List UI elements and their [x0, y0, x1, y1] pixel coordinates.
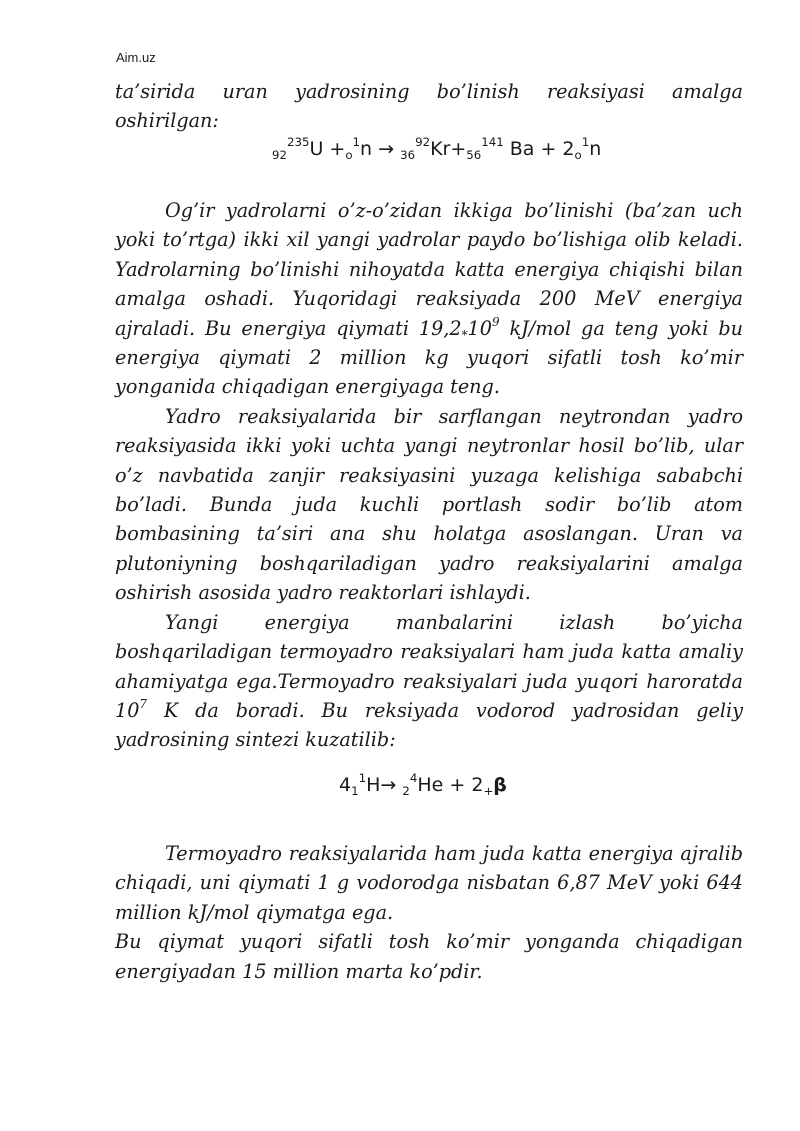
exponent: 7	[139, 696, 147, 711]
barium-symbol: Ba + 2	[503, 138, 575, 160]
coefficient: 4	[339, 774, 352, 796]
document-body-main	[115, 196, 743, 755]
fusion-equation	[339, 771, 507, 799]
exponent: 9	[491, 314, 500, 329]
neutron-mass: 1	[352, 135, 361, 150]
neutron-charge: o	[345, 148, 353, 163]
plus-sign: +	[323, 138, 346, 160]
helium-atomic-number: 2	[402, 784, 410, 799]
krypton-symbol: Kr+	[430, 138, 467, 160]
barium-atomic-number: 56	[466, 148, 482, 163]
paragraph-comparison: Bu qiymat yuqori sifatli tosh ko’mir yonganda chiqadigan energiyadan 15 million marta ko’pdir.	[115, 930, 743, 983]
neutron-mass: 1	[581, 135, 590, 150]
intro-text-end: oshirilgan:	[115, 109, 219, 133]
uranium-symbol: U	[309, 138, 324, 160]
hydrogen-atomic-number: 1	[351, 784, 359, 799]
uranium-mass-number: 235	[286, 135, 310, 150]
paragraph-thermonuclear: Yangi energiya manbalarini izlash bo’yicha boshqariladigan termoyadro reaksiyalari ham juda katta amaliy ahamiyatga ega.Termoyadro reaksiyalari juda yuqori haroratda $10^7$ K da boradi. Bu reksiyada vodorod yadrosidan geliy yadrosining sintezi kuzatilib:	[115, 610, 743, 752]
uranium-atomic-number: 92	[272, 148, 287, 163]
intro-text: ta’sirida uran yadrosining bo’linish reaksiyasi amalga	[115, 80, 743, 103]
positron-charge: +	[483, 784, 494, 799]
helium-symbol: He + 2	[417, 774, 484, 796]
krypton-mass-number: 92	[415, 135, 431, 150]
hydrogen-mass-number: 1	[358, 771, 367, 786]
arrow-icon: →	[380, 774, 403, 796]
fission-equation	[272, 135, 602, 163]
paragraph-energy: Termoyadro reaksiyalarida ham juda katta energiya ajralib chiqadi, uni qiymati 1 g vodorodga nisbatan 6,87 MeV yoki 644 million kJ/mol qiymatga ega.	[115, 842, 743, 924]
site-header: Aim.uz	[116, 50, 156, 65]
arrow-icon: →	[372, 138, 401, 160]
hydrogen-symbol: H	[366, 774, 381, 796]
paragraph-fission: Og’ir yadrolarni o’z-o’zidan ikkiga bo’linishi (ba’zan uch yoki to’rtga) ikki xil yangi yadrolar paydo bo’lishiga olib keladi. Yadrolarning bo’linishi nihoyatda katta energiya chiqishi bilan amalga oshadi. Yuqoridagi reaksiyada 200 MeV energiya ajraladi. Bu energiya qiymati $19,2_*10^9$ kJ/mol ga teng yoki bu energiya qiymati 2 million kg yuqori sifatli tosh ko’mir yonganida chiqadigan energiyaga teng.	[115, 199, 743, 399]
document-body-end	[115, 839, 743, 986]
barium-mass-number: 141	[481, 135, 504, 150]
helium-mass-number: 4	[409, 771, 418, 786]
krypton-atomic-number: 36	[400, 148, 416, 163]
neutron-charge: o	[574, 148, 582, 163]
neutron-symbol: n	[589, 138, 602, 160]
document-body	[115, 77, 743, 136]
beta-symbol: β	[493, 774, 507, 796]
neutron-symbol: n	[360, 138, 373, 160]
multiply-sign: *	[461, 327, 468, 342]
paragraph-chain-reaction: Yadro reaksiyalarida bir sarflangan neytrondan yadro reaksiyasida ikki yoki uchta yangi neytronlar hosil bo’lib, ular o’z navbatida zanjir reaksiyasini yuzaga kelishiga sababchi bo’ladi. Bunda juda kuchli portlash sodir bo’lib atom bombasining ta’siri ana shu holatga asoslangan. Uran va plutoniyning boshqariladigan yadro reaksiyalarini amalga oshirish asosida yadro reaktorlari ishlaydi.	[115, 404, 743, 605]
